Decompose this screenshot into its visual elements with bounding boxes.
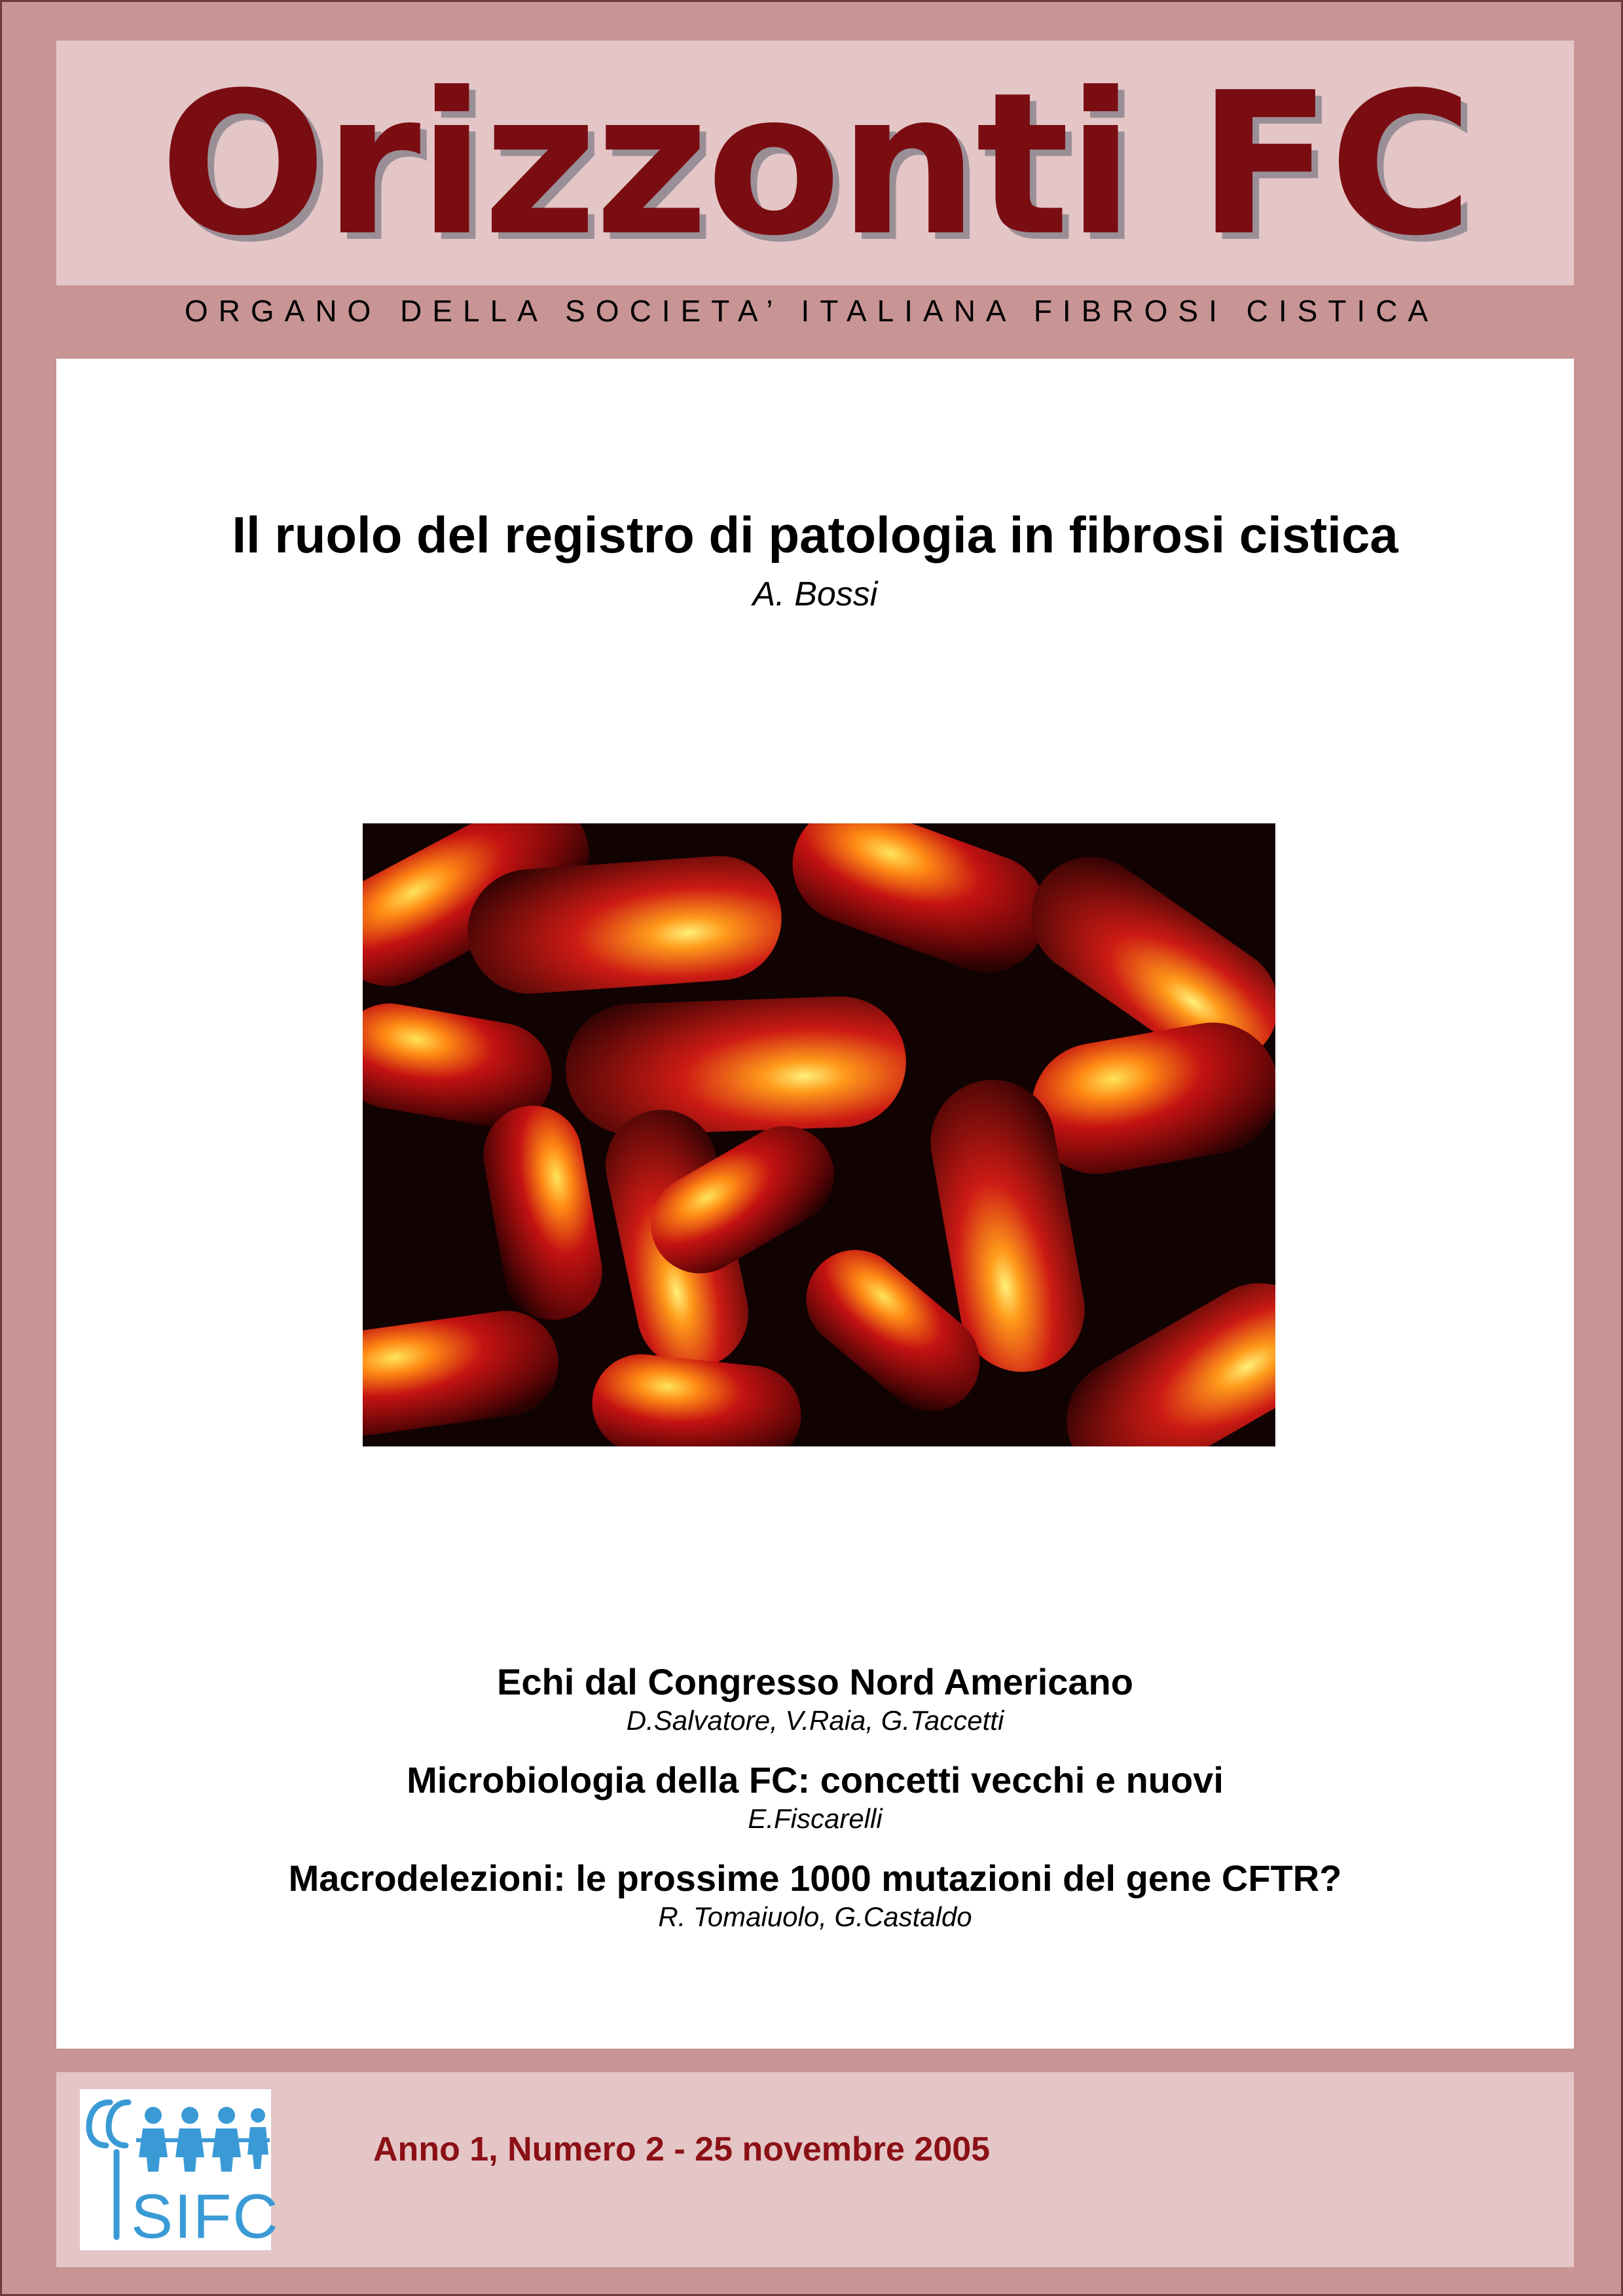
- journal-subtitle: ORGANO DELLA SOCIETA’ ITALIANA FIBROSI CISTICA: [184, 294, 1439, 328]
- issue-info: Anno 1, Numero 2 - 25 novembre 2005: [373, 2130, 991, 2168]
- article-entry: [56, 1661, 1574, 1739]
- article-title: Macrodelezioni: le prossime 1000 mutazioni del gene CFTR?: [288, 1857, 1342, 1899]
- article-entry: [56, 1857, 1574, 1935]
- sifc-logo: [80, 2089, 280, 2251]
- footer-band: [56, 2072, 1574, 2267]
- bacteria-micrograph-image: [363, 823, 1275, 1446]
- journal-title: Orizzonti FC: [159, 50, 1471, 279]
- article-authors: D.Salvatore, V.Raia, G.Taccetti: [626, 1705, 1004, 1736]
- lead-article-author: A. Bossi: [752, 575, 878, 613]
- cover-photo: [363, 823, 1275, 1446]
- content-panel: [56, 359, 1574, 2049]
- article-authors: R. Tomaiuolo, G.Castaldo: [658, 1901, 972, 1933]
- article-entry: [56, 1759, 1574, 1837]
- article-title: Echi dal Congresso Nord Americano: [497, 1661, 1133, 1702]
- article-title: Microbiologia della FC: concetti vecchi e nuovi: [407, 1759, 1224, 1801]
- lead-article-title: Il ruolo del registro di patologia in fibrosi cistica: [232, 506, 1398, 564]
- masthead: [56, 41, 1574, 285]
- sifc-logo-text: SIFC: [131, 2181, 280, 2251]
- article-authors: E.Fiscarelli: [748, 1803, 883, 1835]
